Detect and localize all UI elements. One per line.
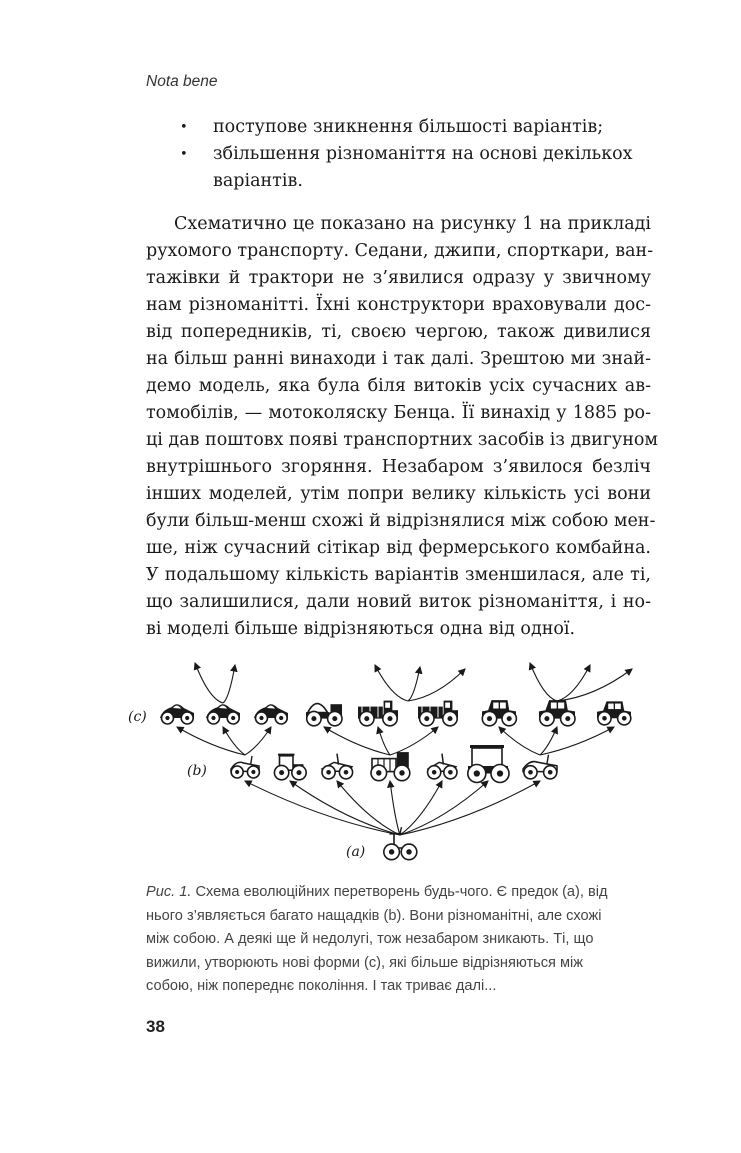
bullet-text: поступове зникнення більшості варіантів; — [213, 117, 604, 137]
arrow-b-c-3-3 — [324, 727, 390, 755]
caption-line: Схема еволюційних перетворень будь-чого. Є предок (a), від — [191, 884, 608, 900]
caption-line: вижили, утворюють нові форми (c), які більше відрізняються між — [146, 954, 584, 971]
vehicle-b-1 — [274, 755, 306, 780]
vehicles-layer — [160, 700, 631, 860]
arrow-up-1-0 — [375, 665, 408, 701]
caption-line: нього з’являється багато нащадків (b). Вони різноманітні, але схожі — [146, 907, 602, 924]
arrow-up-0-1 — [223, 665, 235, 703]
vehicle-c-6 — [482, 700, 516, 726]
vehicle-c-1 — [206, 704, 240, 724]
paragraph-line: демо модель, яка була біля витоків усіх сучасних ав- — [146, 376, 651, 396]
paragraph-line: інших моделей, утім попри велику кількість усі вони — [146, 484, 651, 504]
paragraph-line: ці дав поштовх появі транспортних засобів із двигуном — [146, 430, 659, 450]
arrow-b-c-3-5 — [390, 727, 438, 755]
vehicle-c-4 — [358, 701, 398, 726]
bullet-item — [180, 141, 650, 195]
label-c: (c) — [128, 709, 147, 725]
paragraph-line: від попередників, ті, своєю чергою, також дивилися — [146, 322, 651, 342]
arrow-up-0-0 — [195, 663, 223, 703]
vehicle-b-5 — [468, 745, 509, 783]
paragraph-line: були більш-менш схожі й відрізнялися між собою мен- — [146, 511, 656, 531]
vehicle-c-7 — [539, 700, 575, 726]
arrow-up-2-0 — [530, 663, 557, 701]
caption-lead: Рис. 1. — [146, 884, 192, 900]
vehicle-b-4 — [428, 754, 457, 779]
arrow-up-1-2 — [408, 669, 465, 701]
bullet-item — [180, 114, 650, 141]
running-header: Nota bene — [146, 73, 218, 90]
label-a: (a) — [346, 844, 366, 860]
arrow-up-1-1 — [408, 667, 420, 701]
paragraph-line: внутрішнього згоряння. Незабаром з’явилося безліч — [146, 457, 651, 477]
vehicle-c-8 — [597, 701, 631, 725]
paragraph-line: що залишилися, дали новий виток різноманіття, і но- — [146, 592, 651, 612]
arrow-b-c-0-2 — [245, 727, 271, 755]
arrow-b-c-0-0 — [177, 727, 245, 755]
bullet-marker: • — [180, 147, 188, 162]
paragraph-line: ві моделі більше відрізняються одна від одної. — [146, 619, 576, 639]
caption-line: собою, ніж попереднє покоління. І так триває далі... — [146, 978, 497, 994]
paragraph-line: нам різноманітті. Їхні конструктори враховували дос- — [146, 295, 651, 315]
arrow-b-c-3-4 — [378, 727, 390, 755]
vehicle-b-6 — [523, 755, 557, 779]
bullet-text: варіантів. — [213, 171, 303, 191]
arrow-b-c-0-1 — [223, 727, 245, 755]
figure-caption — [146, 881, 646, 999]
arrow-a-b-3 — [390, 781, 400, 835]
arrow-up-2-2 — [557, 669, 632, 701]
arrow-b-c-6-7 — [540, 727, 557, 755]
arrow-a-b-5 — [400, 781, 488, 835]
paragraph-line: ше, ніж сучасний сітікар від фермерського комбайна. — [146, 538, 651, 558]
arrows-layer — [177, 663, 632, 835]
vehicle-c-0 — [160, 704, 194, 724]
paragraph-line: тажівки й трактори не з’явилися одразу у звичному — [146, 268, 651, 288]
vehicle-b-0 — [231, 756, 259, 778]
arrow-a-b-0 — [245, 781, 400, 835]
bullet-list — [180, 114, 650, 195]
body-paragraph — [146, 211, 659, 643]
vehicle-c-2 — [254, 704, 288, 724]
paragraph-line: Схематично це показано на рисунку 1 на прикладі — [174, 214, 651, 234]
bullet-marker: • — [180, 120, 188, 135]
paragraph-line: томобілів, — мотоколяску Бенца. Її винахід у 1885 ро- — [146, 403, 651, 423]
evolution-diagram — [120, 655, 650, 870]
label-b: (b) — [187, 763, 207, 779]
arrow-up-2-1 — [557, 665, 590, 701]
paragraph-line: на більш ранні винаходи і так далі. Зрештою ми знай- — [146, 349, 651, 369]
vehicle-c-3 — [306, 704, 342, 726]
arrow-b-c-6-6 — [499, 727, 540, 755]
arrow-b-c-6-8 — [540, 727, 614, 755]
paragraph-line: рухомого транспорту. Седани, джипи, спорткари, ван- — [146, 241, 654, 261]
caption-line: між собою. А деякі ще й недолугі, тож незабаром зникають. Ті, що — [146, 931, 594, 947]
paragraph-line: У подальшому кількість варіантів зменшилася, але ті, — [146, 565, 651, 585]
bullet-text: збільшення різноманіття на основі декількох — [213, 144, 633, 164]
vehicle-b-3 — [371, 752, 410, 781]
page-number: 38 — [146, 1017, 165, 1036]
vehicle-c-5 — [418, 701, 458, 726]
vehicle-b-2 — [322, 754, 353, 779]
